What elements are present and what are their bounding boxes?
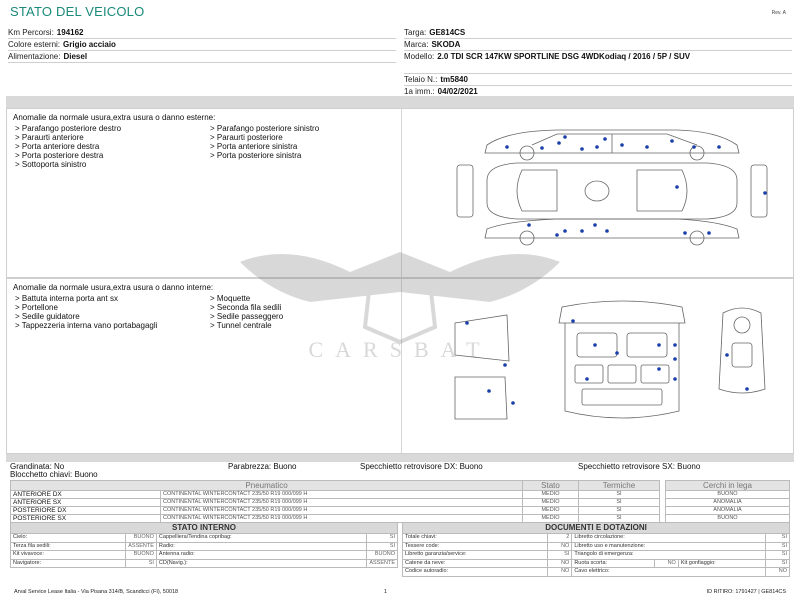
item-label: CD(Navig.): <box>156 559 366 568</box>
damage-item: > Seconda fila sedili <box>210 303 282 312</box>
item-value: ASSENTE <box>126 542 157 551</box>
vehicle-info-left <box>8 27 396 63</box>
item-value: SI <box>766 542 790 551</box>
table-row <box>403 551 790 560</box>
brand-value: SKODA <box>431 40 461 49</box>
item-value: SI <box>766 534 790 543</box>
interior-damage-list-1 <box>15 294 211 330</box>
item-label: Cappelliera/Tendina copribag: <box>156 534 366 543</box>
item-value: NO <box>654 559 678 568</box>
damage-item: > Battuta interna porta ant sx <box>15 294 118 303</box>
damage-item: > Paraurti anteriore <box>15 133 84 142</box>
carsbat-watermark <box>230 232 570 382</box>
registration-value: 04/02/2021 <box>437 87 478 96</box>
table-row <box>403 534 790 543</box>
tyre-thermal: SI <box>578 507 659 515</box>
exterior-damage-title: Anomalie da normale usura,extra usura o danno esterne: <box>13 113 216 122</box>
color-row <box>8 39 396 51</box>
damage-item: > Tappezzeria interna vano portabagagli <box>15 321 158 330</box>
damage-item: > Moquette <box>210 294 251 303</box>
rim-state: BUONO <box>666 515 790 523</box>
mileage-label: Km Percorsi: <box>8 28 54 37</box>
mileage-row <box>8 27 396 39</box>
tyre-state: MEDIO <box>523 507 579 515</box>
fuel-label: Alimentazione: <box>8 52 61 61</box>
item-label: Triangolo di emergenza: <box>572 551 766 560</box>
damage-item: > Tunnel centrale <box>210 321 272 330</box>
item-value: SI <box>367 534 398 543</box>
state-column-header: Stato <box>523 481 579 491</box>
table-row <box>403 568 790 577</box>
table-row <box>11 491 660 499</box>
table-row <box>11 507 660 515</box>
table-row <box>11 534 398 543</box>
item-label: Totale chiavi: <box>403 534 548 543</box>
item-value: SI <box>367 542 398 551</box>
item-value: BUONO <box>126 534 157 543</box>
color-value: Grigio acciaio <box>63 40 116 49</box>
tyre-position: POSTERIORE SX <box>11 515 161 523</box>
hail-status: Grandinata: No <box>10 462 65 471</box>
registration-label: 1a imm.: <box>404 87 435 96</box>
tyre-state: MEDIO <box>523 515 579 523</box>
table-header <box>11 523 398 534</box>
item-label: Libretto uso e manutenzione: <box>572 542 766 551</box>
item-value: SI <box>766 559 790 568</box>
item-label: Antenna radio: <box>156 551 366 560</box>
item-label: Libretto garanzia/service: <box>403 551 548 560</box>
damage-item: > Porta anteriore sinistra <box>210 142 298 151</box>
section-divider <box>6 454 794 462</box>
table-row <box>666 507 790 515</box>
exterior-damage-list-1 <box>15 124 211 169</box>
damage-item: > Porta posteriore sinistra <box>210 151 302 160</box>
rims-table <box>665 480 790 523</box>
footer-reference: ID RITIRO: 1791427 | GE814CS <box>706 589 786 595</box>
chassis-row <box>404 74 792 86</box>
table-row <box>11 559 398 568</box>
damage-item: > Parafango posteriore sinistro <box>210 124 320 133</box>
rim-state: ANOMALIA <box>666 507 790 515</box>
rim-state: ANOMALIA <box>666 499 790 507</box>
table-row <box>11 499 660 507</box>
table-header <box>403 523 790 534</box>
model-row <box>404 51 792 74</box>
color-label: Colore esterni: <box>8 40 61 49</box>
table-header <box>11 481 660 491</box>
item-value: SI <box>126 559 157 568</box>
plate-label: Targa: <box>404 28 427 37</box>
section-divider <box>6 96 794 108</box>
exterior-damage-list-2 <box>210 124 400 160</box>
damage-item: > Paraurti posteriore <box>210 133 283 142</box>
vehicle-info-right <box>404 27 792 98</box>
item-label: Libretto circolazione: <box>572 534 766 543</box>
item-label: Codice autoradio: <box>403 568 548 577</box>
item-value: NO <box>766 568 790 577</box>
tyre-position: ANTERIORE SX <box>11 499 161 507</box>
plate-row <box>404 27 792 39</box>
item-value: SI <box>766 551 790 560</box>
item-label: Catene da neve: <box>403 559 548 568</box>
tyre-column-header: Pneumatico <box>11 481 523 491</box>
rim-state: BUONO <box>666 491 790 499</box>
damage-item: > Portellone <box>15 303 58 312</box>
internal-state-table <box>10 522 398 568</box>
damage-item: > Parafango posteriore destro <box>15 124 122 133</box>
item-value: BUONO <box>126 551 157 560</box>
table-row <box>11 542 398 551</box>
item-value: BUONO <box>367 551 398 560</box>
tyre-model: CONTINENTAL WINTERCONTACT 235/50 R19 000/099 H <box>161 499 523 507</box>
tyre-thermal: SI <box>578 491 659 499</box>
brand-row <box>404 39 792 51</box>
model-label: Modello: <box>404 52 435 61</box>
mileage-value: 194162 <box>56 28 84 37</box>
tyre-state: MEDIO <box>523 499 579 507</box>
mirror-sx-status: Specchietto retrovisore SX: Buono <box>578 462 701 471</box>
plate-value: GE814CS <box>429 28 466 37</box>
brand-label: Marca: <box>404 40 429 49</box>
item-value: NO <box>548 568 572 577</box>
table-row <box>403 542 790 551</box>
tyres-table <box>10 480 660 523</box>
item-label: Tessere code: <box>403 542 548 551</box>
table-row <box>11 551 398 560</box>
car-exterior-diagram <box>447 125 777 247</box>
item-label: Kit gonfiaggio: <box>678 559 765 568</box>
item-label: Navigatore: <box>11 559 126 568</box>
item-label: Radio: <box>156 542 366 551</box>
rims-column-header: Cerchi in lega <box>666 481 790 491</box>
thermal-column-header: Termiche <box>578 481 659 491</box>
tyre-thermal: SI <box>578 499 659 507</box>
damage-item: > Porta anteriore destra <box>15 142 100 151</box>
model-value: 2.0 TDI SCR 147KW SPORTLINE DSG 4WDKodiaq / 2016 / 5P / SUV <box>437 52 691 61</box>
table-row <box>666 491 790 499</box>
damage-item: > Porta posteriore destra <box>15 151 104 160</box>
item-value: 2 <box>548 534 572 543</box>
mirror-dx-status: Specchietto retrovisore DX: Buono <box>360 462 483 471</box>
tyre-model: CONTINENTAL WINTERCONTACT 235/50 R19 000/099 H <box>161 507 523 515</box>
tyre-model: CONTINENTAL WINTERCONTACT 235/50 R19 000/099 H <box>161 491 523 499</box>
tyre-position: POSTERIORE DX <box>11 507 161 515</box>
item-label: Cavo elettrico: <box>572 568 766 577</box>
item-value: SI <box>548 551 572 560</box>
item-label: Ruota scorta: <box>572 559 654 568</box>
item-label: Terza fila sedili: <box>11 542 126 551</box>
windshield-status: Parabrezza: Buono <box>228 462 297 471</box>
footer-page-number: 1 <box>384 589 388 595</box>
item-value: ASSENTE <box>367 559 398 568</box>
item-label: Cielo: <box>11 534 126 543</box>
chassis-label: Telaio N.: <box>404 75 438 84</box>
damage-item: > Sottoporta sinistro <box>15 160 87 169</box>
footer-company: Arval Service Lease Italia - Via Pisana 314/B, Scandicci (FI), 50018 <box>14 589 179 595</box>
fuel-value: Diesel <box>63 52 88 61</box>
damage-item: > Sedile guidatore <box>15 312 80 321</box>
chassis-value: tm5840 <box>440 75 468 84</box>
table-header <box>666 481 790 491</box>
item-value: NO <box>548 542 572 551</box>
item-value: NO <box>548 559 572 568</box>
tyre-thermal: SI <box>578 515 659 523</box>
bat-logo-icon <box>230 232 570 382</box>
watermark-text: CARSBAT <box>308 337 492 362</box>
documents-table <box>402 522 790 577</box>
table-row <box>403 559 790 568</box>
fuel-row <box>8 51 396 63</box>
internal-state-title: STATO INTERNO <box>11 523 398 534</box>
tyre-model: CONTINENTAL WINTERCONTACT 235/50 R19 000/099 H <box>161 515 523 523</box>
tyre-state: MEDIO <box>523 491 579 499</box>
interior-damage-title: Anomalie da normale usura,extra usura o danno interne: <box>13 283 214 292</box>
keys-status: Blocchetto chiavi: Buono <box>10 470 98 479</box>
documents-title: DOCUMENTI E DOTAZIONI <box>403 523 790 534</box>
page-title: STATO DEL VEICOLO <box>10 4 145 19</box>
item-label: Kit vivavoce: <box>11 551 126 560</box>
damage-item: > Sedile passeggero <box>210 312 284 321</box>
revision-label: Rev. A <box>771 10 786 16</box>
table-row <box>666 499 790 507</box>
tyre-position: ANTERIORE DX <box>11 491 161 499</box>
